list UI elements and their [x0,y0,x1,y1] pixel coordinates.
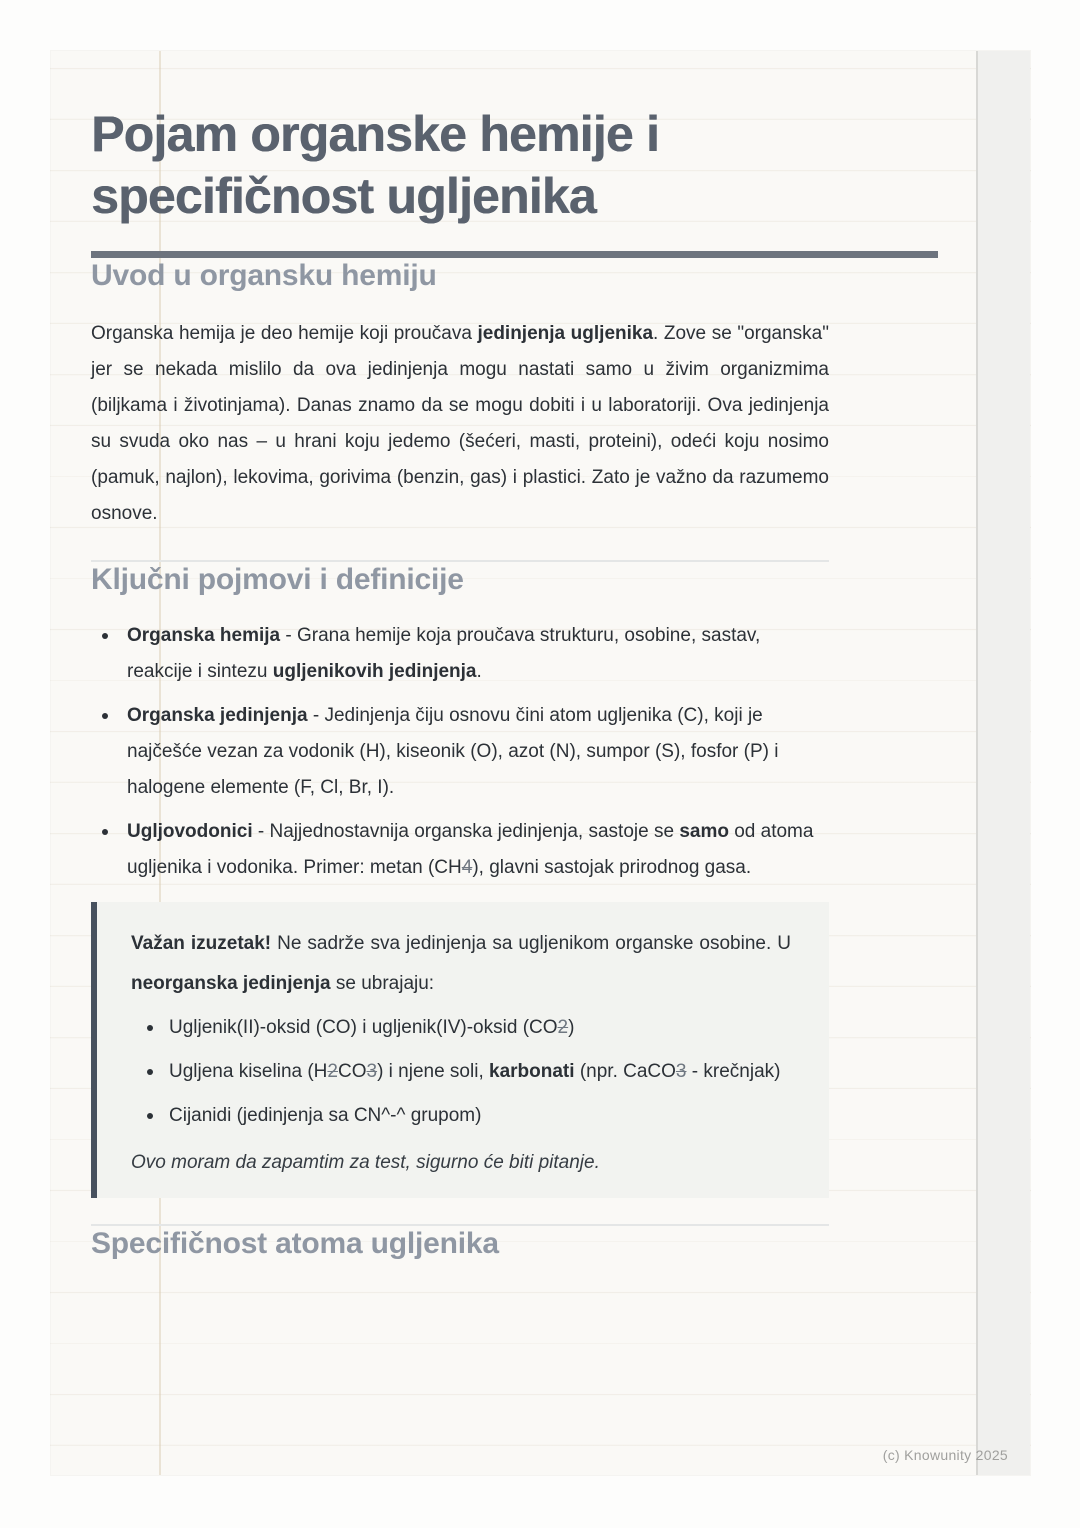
section-heading-specificnost: Specifičnost atoma ugljenika [91,1227,499,1260]
list-item-text: Organska hemija - Grana hemije koja proučava strukturu, osobine, sastav, reakcije i sintezu ugljenikovih jedinjenja. [127,625,761,682]
copyright-notice: (c) Knowunity 2025 [882,1447,1008,1463]
callout-list [131,1010,791,1134]
list-item [91,814,829,886]
list-item [131,1098,791,1134]
key-terms-list [91,618,829,886]
page-title: Pojam organske hemije i specifičnost ugljenika [91,106,659,224]
list-item-text: Ugljena kiselina (H2CO3) i njene soli, karbonati (npr. CaCO3 - krečnjak) [169,1061,781,1082]
intro-paragraph: Organska hemija je deo hemije koji proučava jedinjenja ugljenika. Zove se "organska" jer se nekada mislilo da ova jedinjenja mogu nastati samo u živim organizmima (biljkama i životinjama). Danas znamo da se mogu dobiti i u laboratoriji. Ova jedinjenja su svuda oko nas – u hrani koju jedemo (šećeri, masti, proteini), odeći koju nosimo (pamuk, najlon), lekovima, gorivima (benzin, gas) i plastici. Zato je važno da razumemo osnove. [91,323,829,524]
callout-lead: Važan izuzetak! Ne sadrže sva jedinjenja sa ugljenikom organske osobine. U neorganska jedinjenja se ubrajaju: [131,933,791,994]
callout-note: Ovo moram da zapamtim za test, sigurno će biti pitanje. [131,1152,600,1173]
list-item [91,618,829,690]
list-item [91,698,829,806]
page-edge-strip [976,51,1030,1475]
list-item-text: Organska jedinjenja - Jedinjenja čiju osnovu čini atom ugljenika (C), koji je najčešće vezan za vodonik (H), kiseonik (O), azot (N), sumpor (S), fosfor (P) i halogene elemente (F, Cl, Br, I). [127,705,779,798]
title-underline [91,251,938,258]
notes-page [50,50,1031,1476]
list-item [131,1010,791,1046]
list-item-text: Ugljovodonici - Najjednostavnija organska jedinjenja, sastoje se samo od atoma ugljenika i vodonika. Primer: metan (CH4), glavni sastojak prirodnog gasa. [127,821,814,878]
callout-box [91,902,829,1198]
section-heading-kljucni-pojmovi: Ključni pojmovi i definicije [91,563,464,596]
page-content [91,51,829,1261]
list-item-text: Cijanidi (jedinjenja sa CN^-^ grupom) [169,1105,482,1126]
list-item-text: Ugljenik(II)-oksid (CO) i ugljenik(IV)-oksid (CO2) [169,1017,575,1038]
list-item [131,1054,791,1090]
section-heading-uvod: Uvod u organsku hemiju [91,259,437,292]
